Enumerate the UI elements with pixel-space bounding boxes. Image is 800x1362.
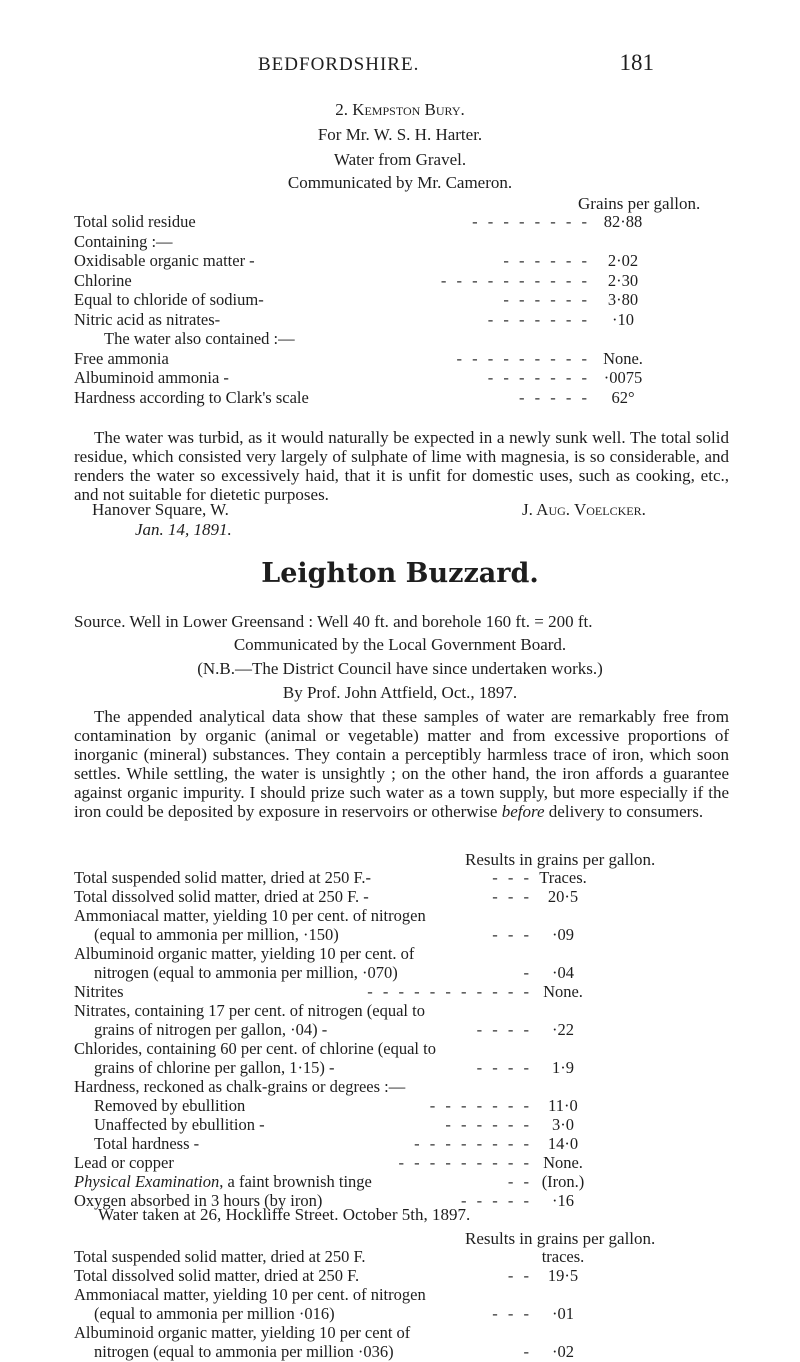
row-label: (equal to ammonia per million ·016) <box>94 1304 335 1323</box>
row-label: (equal to ammonia per million, ·150) <box>94 925 339 944</box>
row-value: None. <box>543 982 583 1001</box>
row-leader-dots: - - - - - - <box>445 1115 532 1134</box>
row-value: ·10 <box>612 309 634 329</box>
row-leader-dots: - - - - - - - - - <box>456 348 590 368</box>
row-label: Total hardness - <box>94 1134 200 1153</box>
row-value: ·09 <box>552 925 574 944</box>
table-row <box>0 887 800 907</box>
row-label: nitrogen (equal to ammonia per million, ·070) <box>94 963 398 982</box>
leighton-by-line: By Prof. John Attfield, Oct., 1897. <box>282 683 518 702</box>
row-leader-dots: - - - - - - - - <box>414 1134 532 1153</box>
row-leader-dots: - <box>523 963 532 982</box>
table-row <box>0 1285 800 1305</box>
row-leader-dots: - - - - <box>476 1020 532 1039</box>
row-label: Unaffected by ebullition - <box>94 1115 265 1134</box>
row-value: 14·0 <box>547 1134 579 1153</box>
row-value: 3·80 <box>607 290 639 309</box>
row-label: Total dissolved solid matter, dried at 250 F. - <box>74 887 369 906</box>
row-leader-dots: - - - - - - - - - - - <box>367 982 532 1001</box>
row-value: traces. <box>541 1247 585 1266</box>
table-row <box>0 1058 800 1078</box>
table-row <box>0 944 800 964</box>
row-label: Hardness according to Clark's scale <box>74 387 309 407</box>
row-label: grains of chlorine per gallon, 1·15) - <box>94 1058 335 1077</box>
row-label: Nitric acid as nitrates- <box>74 309 221 329</box>
table-row <box>0 1172 800 1192</box>
row-leader-dots: - - - - <box>476 1058 532 1077</box>
kempston-place: Hanover Square, W. <box>92 500 229 519</box>
table-row <box>0 1001 800 1021</box>
row-leader-dots: - - - - - - - <box>429 1096 532 1115</box>
row-label: Removed by ebullition <box>94 1096 246 1115</box>
row-leader-dots: - - - - - - <box>503 290 590 309</box>
kempston-for-line: For Mr. W. S. H. Harter. <box>317 125 483 144</box>
row-value: ·02 <box>552 1342 574 1361</box>
kempston-paragraph <box>74 428 729 504</box>
table-row <box>0 251 800 271</box>
row-value: 11·0 <box>548 1096 578 1115</box>
row-label: nitrogen (equal to ammonia per million ·036) <box>94 1342 394 1361</box>
table-row <box>0 982 800 1002</box>
row-label: Oxygen absorbed in 3 hours (by iron) <box>74 1191 323 1210</box>
row-label: Total suspended solid matter, dried at 250 F.- <box>74 868 372 887</box>
running-head: BEDFORDSHIRE. <box>258 54 420 75</box>
row-label: Free ammonia <box>74 348 169 368</box>
row-value: ·04 <box>552 963 574 982</box>
row-label: Total dissolved solid matter, dried at 250 F. <box>74 1266 360 1285</box>
row-label: Chlorine <box>74 270 132 290</box>
table-row <box>0 1323 800 1343</box>
leighton-sample2-line: Water taken at 26, Hockliffe Street. October 5th, 1897. <box>98 1205 471 1224</box>
row-label: Total solid residue <box>74 212 196 231</box>
table-row <box>0 1020 800 1040</box>
row-leader-dots: - - <box>507 1266 532 1285</box>
row-value: ·0075 <box>603 368 643 387</box>
leighton-communicated: Communicated by the Local Government Board. <box>233 635 567 654</box>
leighton-paragraph-emphasis: before <box>501 802 545 821</box>
table-row <box>0 1266 800 1286</box>
table-row <box>0 388 800 408</box>
table-row <box>0 1096 800 1116</box>
row-value: 19·5 <box>547 1266 579 1285</box>
row-leader-dots: - - <box>507 1172 532 1191</box>
table-row <box>0 1039 800 1059</box>
row-leader-dots: - - - - - - - <box>487 309 590 329</box>
row-value: ·01 <box>552 1304 574 1323</box>
row-value: 1·9 <box>552 1058 574 1077</box>
leighton-unit-header-1: Results in grains per gallon. <box>465 850 656 869</box>
row-leader-dots: - - - <box>492 887 532 906</box>
table-row <box>0 925 800 945</box>
table-row <box>0 271 800 291</box>
leighton-unit-header-2: Results in grains per gallon. <box>465 1229 656 1248</box>
row-label: Equal to chloride of sodium- <box>74 290 264 309</box>
table-row <box>0 868 800 888</box>
table-row <box>0 310 800 330</box>
table-row <box>0 212 800 232</box>
table-row <box>0 1153 800 1173</box>
leighton-paragraph-text: The appended analytical data show that these samples of water are remarkably free from contamination by organic (animal or vegetable) matter and from excessive proportions of inorganic (mineral) substances. They contain a perceptibly harmless trace of iron, which soon settles. While settling, the water is unsightly ; on the other hand, the iron affords a guarantee against organic impurity. I should prize such water as a town supply, but more especially if the iron could be deposited by exposure in reservoirs or otherwise <box>74 707 729 821</box>
row-label: Physical Examination, a faint brownish tinge <box>74 1172 372 1191</box>
kempston-signature: J. Aug. Voelcker. <box>522 500 646 519</box>
table-row <box>0 1077 800 1097</box>
row-value: 2·02 <box>607 251 639 270</box>
row-leader-dots: - - - - - - - - - - <box>440 270 590 290</box>
table-row <box>0 232 800 252</box>
row-value: 3·0 <box>552 1115 574 1134</box>
row-label: The water also contained :— <box>104 329 295 348</box>
leighton-paragraph <box>74 707 729 821</box>
kempston-communicated: Communicated by Mr. Cameron. <box>287 173 513 192</box>
row-label: Albuminoid organic matter, yielding 10 per cent. of <box>74 944 415 963</box>
row-value: 82·88 <box>603 212 643 231</box>
row-value: ·22 <box>552 1020 574 1039</box>
row-leader-dots: - - - - - <box>461 1191 532 1210</box>
row-value: 62° <box>611 387 635 407</box>
row-label: Total suspended solid matter, dried at 250 F. <box>74 1247 366 1266</box>
row-value: 2·30 <box>607 270 639 290</box>
page-number: 181 <box>619 50 654 75</box>
row-value: 20·5 <box>547 887 579 906</box>
leighton-paragraph-end: delivery to consumers. <box>544 802 704 821</box>
table-row <box>0 906 800 926</box>
row-leader-dots: - - - <box>492 868 532 887</box>
kempston-source-line: Water from Gravel. <box>333 150 467 169</box>
kempston-unit-header: Grains per gallon. <box>578 194 701 213</box>
row-label: Albuminoid ammonia - <box>74 368 229 387</box>
kempston-paragraph-text: The water was turbid, as it would naturally be expected in a newly sunk well. The total solid residue, which consisted very largely of sulphate of lime with magnesia, is so considerable, and renders the water so excessively haid, that it is unfit for domestic uses, such as cooking, etc., and not suitable for dietetic purposes. <box>74 428 729 504</box>
table-row <box>0 329 800 349</box>
row-value: None. <box>603 348 643 368</box>
row-value: Traces. <box>539 868 587 887</box>
row-label: Chlorides, containing 60 per cent. of chlorine (equal to <box>74 1039 436 1058</box>
row-leader-dots: - - - <box>492 925 532 944</box>
row-label: Nitrites <box>74 982 124 1001</box>
table-row <box>0 1342 800 1362</box>
table-row <box>0 349 800 369</box>
row-value: (Iron.) <box>541 1172 585 1191</box>
row-leader-dots: - - - - - <box>519 387 590 407</box>
row-label: Ammoniacal matter, yielding 10 per cent. of nitrogen <box>74 906 426 925</box>
table-row <box>0 1304 800 1324</box>
kempston-date: Jan. 14, 1891. <box>135 520 232 539</box>
row-label: Oxidisable organic matter - <box>74 251 255 270</box>
row-leader-dots: - - - <box>492 1304 532 1323</box>
row-leader-dots: - - - - - - - - - <box>398 1153 532 1172</box>
leighton-title: Leighton Buzzard. <box>261 558 539 589</box>
table-row <box>0 1115 800 1135</box>
leighton-note: (N.B.—The District Council have since undertaken works.) <box>197 659 603 678</box>
kempston-title: 2. Kempston Bury. <box>335 100 465 119</box>
row-label: Hardness, reckoned as chalk-grains or degrees :— <box>74 1077 406 1096</box>
table-row <box>0 368 800 388</box>
table-row <box>0 1247 800 1267</box>
row-label: Ammoniacal matter, yielding 10 per cent. of nitrogen <box>74 1285 426 1304</box>
row-leader-dots: - - - - - - - - <box>472 212 590 231</box>
row-label: Nitrates, containing 17 per cent. of nitrogen (equal to <box>74 1001 425 1020</box>
table-row <box>0 290 800 310</box>
row-label: Albuminoid organic matter, yielding 10 per cent of <box>74 1323 411 1342</box>
row-leader-dots: - - - - - - - <box>487 368 590 387</box>
table-row <box>0 1134 800 1154</box>
leighton-source: Source. Well in Lower Greensand : Well 40 ft. and borehole 160 ft. = 200 ft. <box>74 612 593 631</box>
row-value: None. <box>543 1153 583 1172</box>
row-label: grains of nitrogen per gallon, ·04) - <box>94 1020 328 1039</box>
row-leader-dots: - <box>523 1342 532 1361</box>
row-value: ·16 <box>552 1191 574 1210</box>
row-leader-dots: - - - - - - <box>503 251 590 270</box>
row-label: Lead or copper <box>74 1153 174 1172</box>
table-row <box>0 963 800 983</box>
row-label: Containing :— <box>74 231 173 251</box>
page-header <box>0 48 800 88</box>
